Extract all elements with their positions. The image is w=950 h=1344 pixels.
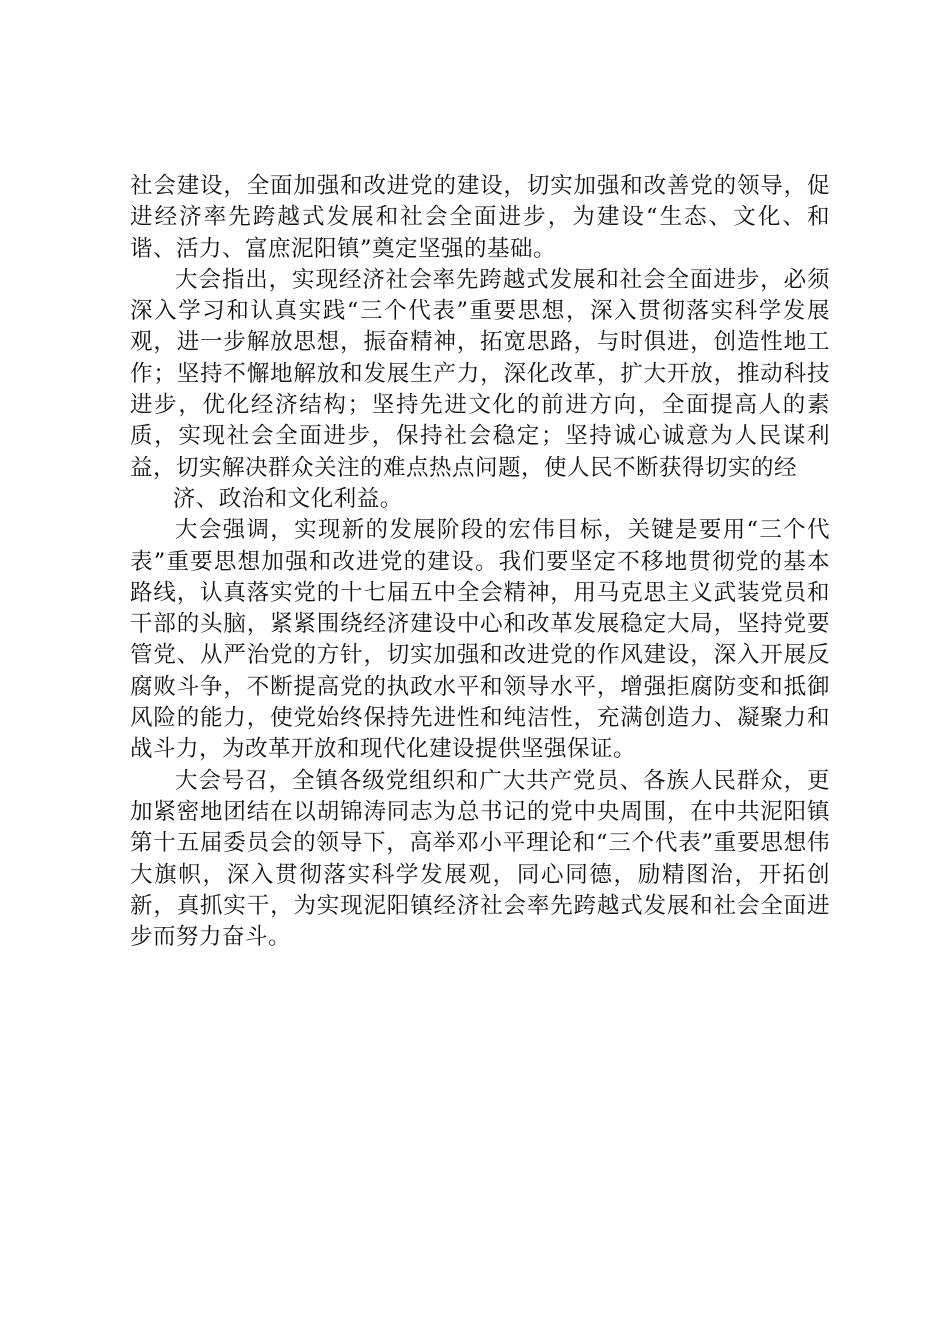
paragraph-fragment: 济、政治和文化利益。: [172, 485, 403, 512]
paragraph-conference-emphasis: 大会强调，实现新的发展阶段的宏伟目标，关键是要用“三个代表”重要思想加强和改进党的建设。我们要坚定不移地贯彻党的基本路线，认真落实党的十七届五中全会精神，用马克思主义武装党员和干部的头脑，紧紧围绕经济建设中心和改革发展稳定大局，坚持党要管党、从严治党的方针，切实加强和改进党的作风建设，深入开展反腐败斗争，不断提高党的执政水平和领导水平，增强拒腐防变和抵御风险的能力，使党始终保持先进性和纯洁性，充满创造力、凝聚力和战斗力，为改革开放和现代化建设提供坚强保证。: [130, 517, 830, 763]
document-body: [130, 171, 830, 953]
paragraph-conference-call: 大会号召，全镇各级党组织和广大共产党员、各族人民群众，更加紧密地团结在以胡锦涛同志为总书记的党中央周围，在中共泥阳镇第十五届委员会的领导下，高举邓小平理论和“三个代表”重要思想伟大旗帜，深入贯彻落实科学发展观，同心同德，励精图治，开拓创新，真抓实干，为实现泥阳镇经济社会率先跨越式发展和社会全面进步而努力奋斗。: [130, 767, 830, 951]
paragraph-continuation: 社会建设，全面加强和改进党的建设，切实加强和改善党的领导，促进经济率先跨越式发展和社会全面进步，为建设“生态、文化、和谐、活力、富庶泥阳镇”奠定坚强的基础。: [130, 173, 830, 262]
paragraph-conference-points: 大会指出，实现经济社会率先跨越式发展和社会全面进步，必须深入学习和认真实践“三个代表”重要思想，深入贯彻落实科学发展观，进一步解放思想，振奋精神，拓宽思路，与时俱进，创造性地工作；坚持不懈地解放和发展生产力，深化改革，扩大开放，推动科技进步，优化经济结构；坚持先进文化的前进方向，全面提高人的素质，实现社会全面进步，保持社会稳定；坚持诚心诚意为人民谋利益，切实解决群众关注的难点热点问题，使人民不断获得切实的经: [130, 266, 830, 481]
